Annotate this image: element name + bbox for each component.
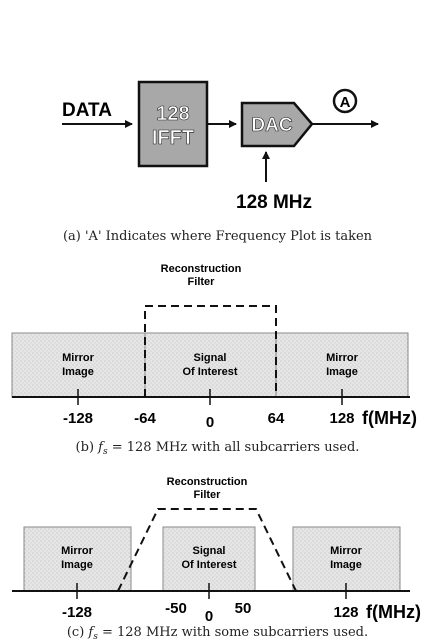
mirror-right-c-line1: Mirror	[330, 545, 362, 557]
mirror-left-c-line1: Mirror	[61, 545, 93, 557]
point-a-label: A	[339, 94, 351, 111]
filter-title-b-line1: Reconstruction	[160, 263, 242, 275]
dac-label: DAC	[251, 115, 293, 136]
filter-title-c-line2: Filter	[193, 489, 221, 501]
axis-unit-b: f(MHz)	[362, 408, 417, 428]
ifft-label-line1: 128	[156, 103, 190, 125]
mirror-image-left-b	[12, 333, 145, 397]
mirror-left-b-line1: Mirror	[62, 352, 94, 364]
data-label: DATA	[62, 100, 112, 121]
block-diagram	[62, 82, 378, 244]
tick-label-c-4: 50	[234, 600, 252, 617]
filter-title-b-line2: Filter	[187, 276, 215, 288]
caption-c: (c) $f_s = 128$ MHz with some subcarriers used.	[66, 625, 369, 639]
signal-c-line2: Of Interest	[181, 559, 237, 571]
tick-label-b-4: 64	[267, 410, 285, 427]
caption-b: (b) $f_s = 128$ MHz with all subcarriers used.	[75, 440, 360, 457]
ifft-label-line2: IFFT	[151, 127, 195, 149]
spectrum-c	[12, 476, 421, 639]
tick-label-b-5: 128	[329, 410, 355, 427]
signal-c-line1: Signal	[192, 545, 226, 557]
mirror-left-c-line2: Image	[61, 559, 93, 571]
clock-label: 128 MHz	[236, 192, 313, 213]
spectrum-b	[12, 263, 417, 457]
tick-label-c-2: -50	[165, 600, 187, 617]
tick-label-c-1: -128	[61, 604, 93, 621]
mirror-left-b-line2: Image	[62, 366, 94, 378]
tick-label-b-3: 0	[205, 414, 215, 431]
mirror-right-b-line1: Mirror	[326, 352, 358, 364]
signal-b-line1: Signal	[193, 352, 227, 364]
mirror-right-b-line2: Image	[326, 366, 358, 378]
mirror-image-right-b	[276, 333, 408, 397]
signal-b-line2: Of Interest	[182, 366, 238, 378]
signal-block-b	[145, 333, 276, 397]
tick-label-c-3: 0	[204, 608, 214, 625]
tick-label-b-1: -128	[62, 410, 94, 427]
axis-unit-c: f(MHz)	[366, 602, 421, 622]
mirror-right-c-line2: Image	[330, 559, 362, 571]
filter-title-c-line1: Reconstruction	[166, 476, 248, 488]
tick-label-b-2: -64	[134, 410, 156, 427]
caption-a: (a) 'A' Indicates where Frequency Plot is taken	[62, 229, 373, 244]
tick-label-c-5: 128	[333, 604, 359, 621]
